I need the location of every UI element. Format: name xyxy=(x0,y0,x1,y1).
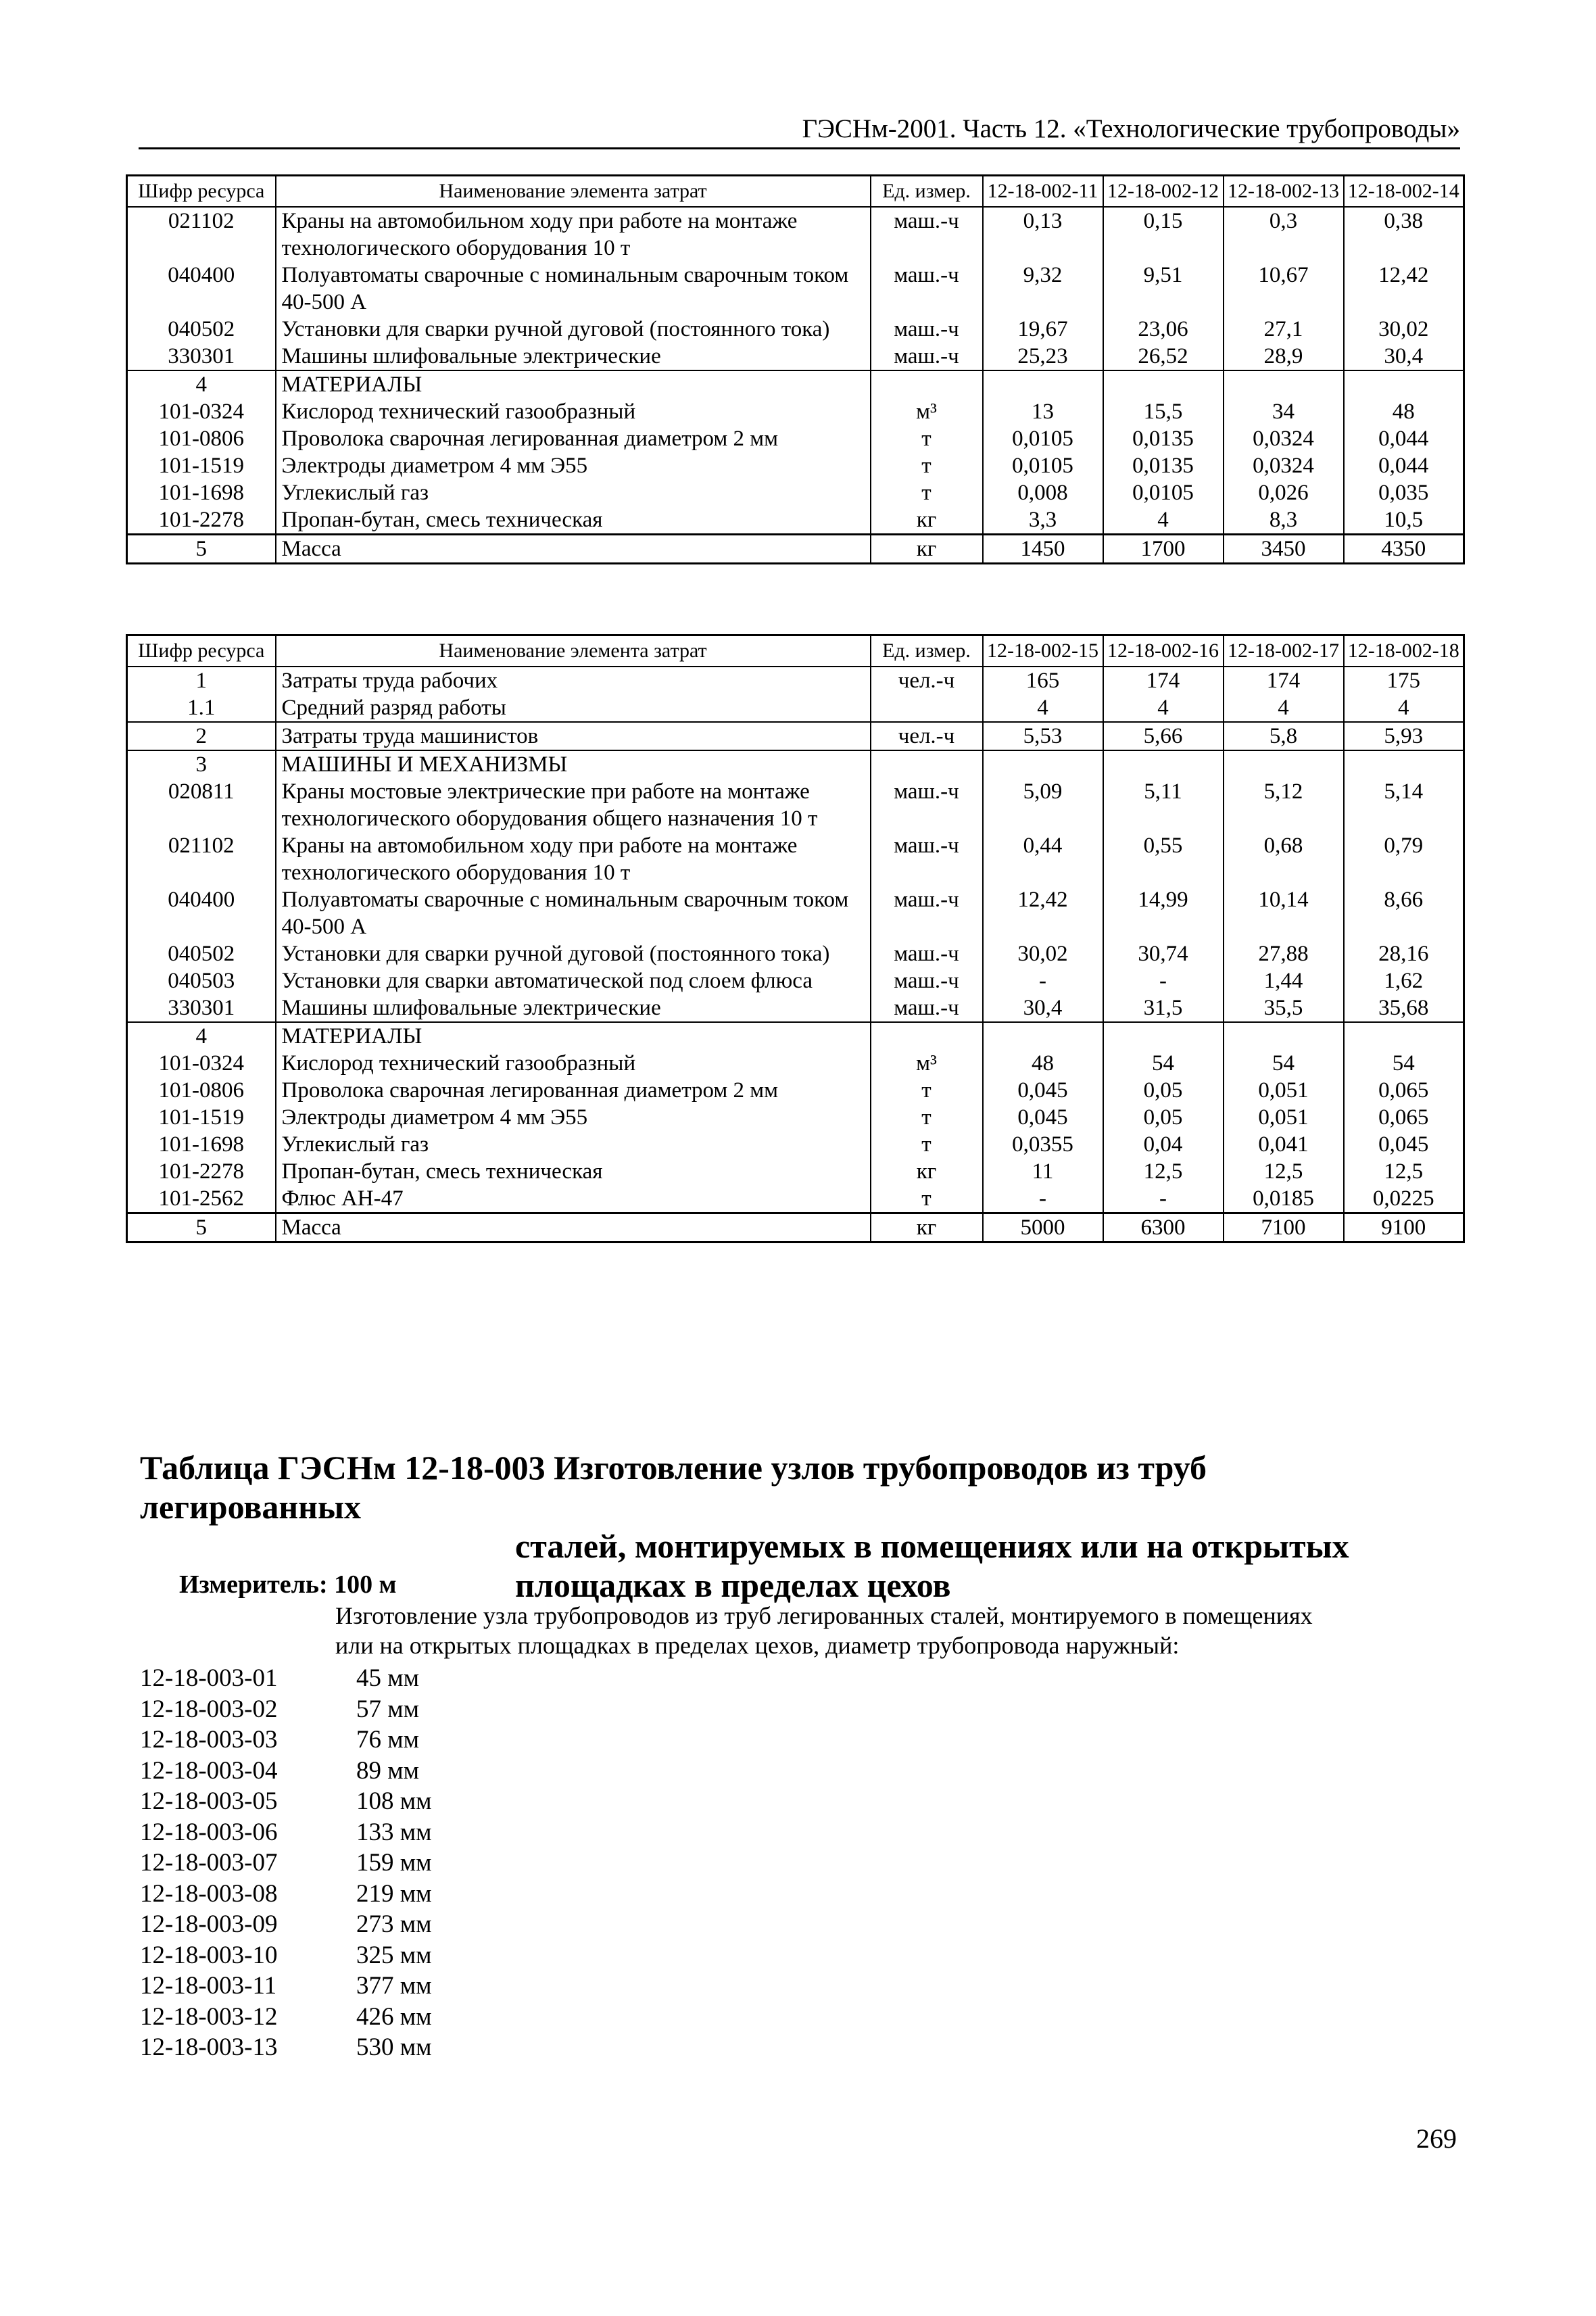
meter-label: Измеритель: 100 м xyxy=(179,1570,397,1599)
unit-cell xyxy=(871,750,983,778)
column-header: 12-18-002-18 xyxy=(1344,635,1464,667)
value-cell: 0,0324 xyxy=(1224,452,1344,479)
table-row xyxy=(127,967,1464,994)
resource-code-cell: 4 xyxy=(127,370,276,398)
pipe-diameter: 159 мм xyxy=(356,1849,432,1877)
value-cell: 4350 xyxy=(1344,535,1464,564)
column-header: 12-18-002-13 xyxy=(1224,176,1344,208)
resource-code-cell: 101-2562 xyxy=(127,1185,276,1213)
cost-element-name-cell: Машины шлифовальные электрические xyxy=(276,994,871,1022)
table-row xyxy=(127,1185,1464,1213)
column-header: 12-18-002-14 xyxy=(1344,176,1464,208)
value-cell: 10,5 xyxy=(1344,506,1464,535)
value-cell: 10,67 xyxy=(1224,262,1344,316)
value-cell: 8,66 xyxy=(1344,886,1464,940)
norm-code: 12-18-003-04 xyxy=(140,1756,278,1785)
resource-code-cell: 5 xyxy=(127,1213,276,1243)
value-cell: 31,5 xyxy=(1103,994,1224,1022)
cost-element-name-cell: Электроды диаметром 4 мм Э55 xyxy=(276,1104,871,1131)
resource-code-cell: 021102 xyxy=(127,207,276,262)
pipe-diameter: 108 мм xyxy=(356,1787,432,1815)
value-cell xyxy=(1103,370,1224,398)
value-cell: 0,3 xyxy=(1224,207,1344,262)
value-cell: 4 xyxy=(1103,506,1224,535)
unit-cell: м³ xyxy=(871,1050,983,1077)
unit-cell: кг xyxy=(871,1158,983,1185)
column-header: 12-18-002-11 xyxy=(983,176,1103,208)
code-list-item xyxy=(140,1817,432,1848)
table-row xyxy=(127,940,1464,967)
value-cell: 0,035 xyxy=(1344,479,1464,506)
value-cell: 0,04 xyxy=(1103,1131,1224,1158)
cost-element-name-cell: Проволока сварочная легированная диаметром 2 мм xyxy=(276,425,871,452)
cost-element-name-cell: Полуавтоматы сварочные с номинальным сварочным током 40-500 А xyxy=(276,262,871,316)
table-row xyxy=(127,398,1464,425)
value-cell xyxy=(983,370,1103,398)
value-cell: 30,4 xyxy=(1344,343,1464,370)
value-cell: 0,0105 xyxy=(983,425,1103,452)
unit-cell: маш.-ч xyxy=(871,994,983,1022)
value-cell: 174 xyxy=(1224,667,1344,694)
value-cell: 0,044 xyxy=(1344,425,1464,452)
code-list-item xyxy=(140,1848,432,1879)
column-header: 12-18-002-15 xyxy=(983,635,1103,667)
resource-code-cell: 101-1519 xyxy=(127,452,276,479)
value-cell: 5,53 xyxy=(983,722,1103,750)
unit-cell: маш.-ч xyxy=(871,967,983,994)
cost-element-name-cell: Масса xyxy=(276,535,871,564)
value-cell: 54 xyxy=(1103,1050,1224,1077)
table-row xyxy=(127,425,1464,452)
unit-cell: кг xyxy=(871,506,983,535)
resource-code-cell: 101-1519 xyxy=(127,1104,276,1131)
unit-cell: чел.-ч xyxy=(871,667,983,694)
cost-element-name-cell: Пропан-бутан, смесь техническая xyxy=(276,1158,871,1185)
unit-cell: маш.-ч xyxy=(871,262,983,316)
column-header: Ед. измер. xyxy=(871,176,983,208)
value-cell: 5,93 xyxy=(1344,722,1464,750)
value-cell: 0,045 xyxy=(983,1077,1103,1104)
page-header: ГЭСНм-2001. Часть 12. «Технологические трубопроводы» xyxy=(139,114,1460,149)
value-cell: 9,51 xyxy=(1103,262,1224,316)
cost-element-name-cell: Краны на автомобильном ходу при работе на монтаже технологического оборудования 10 т xyxy=(276,207,871,262)
resource-code-cell: 040502 xyxy=(127,940,276,967)
column-header: Наименование элемента затрат xyxy=(276,635,871,667)
value-cell: 0,045 xyxy=(1344,1131,1464,1158)
value-cell: 0,68 xyxy=(1224,832,1344,886)
table-row xyxy=(127,722,1464,750)
cost-element-name-cell: Полуавтоматы сварочные с номинальным сварочным током 40-500 А xyxy=(276,886,871,940)
code-list-item xyxy=(140,2032,432,2063)
value-cell: 0,041 xyxy=(1224,1131,1344,1158)
value-cell: 30,4 xyxy=(983,994,1103,1022)
unit-cell: маш.-ч xyxy=(871,832,983,886)
value-cell: 0,044 xyxy=(1344,452,1464,479)
table-row xyxy=(127,1131,1464,1158)
cost-element-name-cell: Машины шлифовальные электрические xyxy=(276,343,871,370)
column-header: Шифр ресурса xyxy=(127,635,276,667)
code-list-item xyxy=(140,1879,432,1910)
resource-code-cell: 101-1698 xyxy=(127,1131,276,1158)
table-row xyxy=(127,694,1464,722)
resource-code-cell: 021102 xyxy=(127,832,276,886)
code-list-item xyxy=(140,1663,432,1694)
value-cell: 5,09 xyxy=(983,778,1103,832)
column-header: 12-18-002-12 xyxy=(1103,176,1224,208)
value-cell: 25,23 xyxy=(983,343,1103,370)
value-cell: 5,11 xyxy=(1103,778,1224,832)
resource-code-cell: 2 xyxy=(127,722,276,750)
norm-code: 12-18-003-09 xyxy=(140,1910,278,1938)
unit-cell: маш.-ч xyxy=(871,886,983,940)
resource-code-cell: 101-0324 xyxy=(127,398,276,425)
value-cell: 35,5 xyxy=(1224,994,1344,1022)
value-cell: 12,42 xyxy=(983,886,1103,940)
value-cell: 1,44 xyxy=(1224,967,1344,994)
value-cell: 15,5 xyxy=(1103,398,1224,425)
table-row xyxy=(127,316,1464,343)
page-number: 269 xyxy=(1416,2123,1457,2154)
title-line-3: площадках в пределах цехов xyxy=(515,1566,951,1604)
resource-code-cell: 101-1698 xyxy=(127,479,276,506)
value-cell: 12,5 xyxy=(1103,1158,1224,1185)
value-cell: 0,79 xyxy=(1344,832,1464,886)
resource-code-cell: 330301 xyxy=(127,343,276,370)
value-cell: 19,67 xyxy=(983,316,1103,343)
value-cell: 35,68 xyxy=(1344,994,1464,1022)
cost-element-name-cell: Флюс АН-47 xyxy=(276,1185,871,1213)
pipe-diameter: 426 мм xyxy=(356,2002,432,2031)
value-cell: 30,02 xyxy=(983,940,1103,967)
table-row xyxy=(127,994,1464,1022)
value-cell: 5,8 xyxy=(1224,722,1344,750)
cost-element-name-cell: Пропан-бутан, смесь техническая xyxy=(276,506,871,535)
value-cell: 23,06 xyxy=(1103,316,1224,343)
unit-cell: т xyxy=(871,425,983,452)
code-list-item xyxy=(140,1786,432,1817)
norm-code: 12-18-003-01 xyxy=(140,1664,278,1692)
code-list-item xyxy=(140,1971,432,2002)
value-cell: 27,88 xyxy=(1224,940,1344,967)
pipe-diameter: 325 мм xyxy=(356,1941,432,1969)
value-cell: 0,008 xyxy=(983,479,1103,506)
resource-code-cell: 040503 xyxy=(127,967,276,994)
value-cell: 14,99 xyxy=(1103,886,1224,940)
value-cell: 0,44 xyxy=(983,832,1103,886)
table-header-row xyxy=(127,176,1464,208)
value-cell: 8,3 xyxy=(1224,506,1344,535)
cost-element-name-cell: Установки для сварки автоматической под слоем флюса xyxy=(276,967,871,994)
value-cell: 1450 xyxy=(983,535,1103,564)
norm-code: 12-18-003-07 xyxy=(140,1849,278,1877)
value-cell: 4 xyxy=(1103,694,1224,722)
unit-cell: т xyxy=(871,1077,983,1104)
value-cell xyxy=(1344,1022,1464,1050)
pipe-diameter: 273 мм xyxy=(356,1910,432,1938)
unit-cell xyxy=(871,694,983,722)
value-cell: 34 xyxy=(1224,398,1344,425)
resource-code-cell: 101-0806 xyxy=(127,425,276,452)
value-cell: 9100 xyxy=(1344,1213,1464,1243)
value-cell: 0,0105 xyxy=(983,452,1103,479)
unit-cell: маш.-ч xyxy=(871,207,983,262)
value-cell: 11 xyxy=(983,1158,1103,1185)
table-row xyxy=(127,1158,1464,1185)
norm-code: 12-18-003-08 xyxy=(140,1879,278,1908)
unit-cell: кг xyxy=(871,535,983,564)
value-cell xyxy=(1344,370,1464,398)
norms-table-1 xyxy=(126,174,1465,564)
table-row xyxy=(127,535,1464,564)
cost-element-name-cell: Установки для сварки ручной дуговой (постоянного тока) xyxy=(276,316,871,343)
unit-cell: маш.-ч xyxy=(871,343,983,370)
value-cell: 165 xyxy=(983,667,1103,694)
value-cell: 0,0135 xyxy=(1103,425,1224,452)
table-row xyxy=(127,506,1464,535)
norm-code: 12-18-003-03 xyxy=(140,1726,278,1754)
cost-element-name-cell: Краны на автомобильном ходу при работе на монтаже технологического оборудования 10 т xyxy=(276,832,871,886)
value-cell: 54 xyxy=(1344,1050,1464,1077)
value-cell xyxy=(1103,1022,1224,1050)
table-row xyxy=(127,667,1464,694)
value-cell: 1700 xyxy=(1103,535,1224,564)
resource-code-cell: 5 xyxy=(127,535,276,564)
value-cell: 5,66 xyxy=(1103,722,1224,750)
value-cell: 30,02 xyxy=(1344,316,1464,343)
value-cell: 3,3 xyxy=(983,506,1103,535)
desc-line-2: или на открытых площадках в пределах цехов, диаметр трубопровода наружный: xyxy=(335,1632,1180,1659)
value-cell xyxy=(1103,750,1224,778)
value-cell: 0,15 xyxy=(1103,207,1224,262)
value-cell: - xyxy=(983,967,1103,994)
unit-cell: маш.-ч xyxy=(871,778,983,832)
value-cell: 0,0135 xyxy=(1103,452,1224,479)
unit-cell: маш.-ч xyxy=(871,940,983,967)
value-cell: 0,38 xyxy=(1344,207,1464,262)
value-cell: 13 xyxy=(983,398,1103,425)
table-row xyxy=(127,832,1464,886)
value-cell: 54 xyxy=(1224,1050,1344,1077)
resource-code-cell: 020811 xyxy=(127,778,276,832)
value-cell: 0,065 xyxy=(1344,1104,1464,1131)
pipe-diameter: 219 мм xyxy=(356,1879,432,1908)
value-cell: 28,9 xyxy=(1224,343,1344,370)
code-list-item xyxy=(140,1694,432,1725)
cost-element-name-cell: Средний разряд работы xyxy=(276,694,871,722)
column-header: Шифр ресурса xyxy=(127,176,276,208)
norms-table-2 xyxy=(126,634,1465,1243)
pipe-diameter: 45 мм xyxy=(356,1664,420,1692)
value-cell: 175 xyxy=(1344,667,1464,694)
value-cell xyxy=(1224,1022,1344,1050)
table-row xyxy=(127,343,1464,370)
table-row xyxy=(127,1213,1464,1243)
unit-cell: т xyxy=(871,1185,983,1213)
value-cell: 0,0185 xyxy=(1224,1185,1344,1213)
table-header-row xyxy=(127,635,1464,667)
pipe-diameter: 530 мм xyxy=(356,2033,432,2061)
pipe-diameter: 377 мм xyxy=(356,1972,432,2000)
resource-code-cell: 1.1 xyxy=(127,694,276,722)
norm-code: 12-18-003-13 xyxy=(140,2033,278,2061)
unit-cell: маш.-ч xyxy=(871,316,983,343)
value-cell: 12,5 xyxy=(1344,1158,1464,1185)
unit-cell: кг xyxy=(871,1213,983,1243)
column-header: Наименование элемента затрат xyxy=(276,176,871,208)
section-description xyxy=(335,1601,1471,1660)
value-cell: 6300 xyxy=(1103,1213,1224,1243)
value-cell: 0,0225 xyxy=(1344,1185,1464,1213)
unit-cell: т xyxy=(871,479,983,506)
resource-code-cell: 101-2278 xyxy=(127,1158,276,1185)
value-cell: 12,42 xyxy=(1344,262,1464,316)
value-cell: 0,0105 xyxy=(1103,479,1224,506)
table-row xyxy=(127,452,1464,479)
cost-element-name-cell: Углекислый газ xyxy=(276,1131,871,1158)
value-cell: 9,32 xyxy=(983,262,1103,316)
value-cell: 0,051 xyxy=(1224,1104,1344,1131)
value-cell: 12,5 xyxy=(1224,1158,1344,1185)
resource-code-cell: 3 xyxy=(127,750,276,778)
resource-code-cell: 1 xyxy=(127,667,276,694)
pipe-diameter: 89 мм xyxy=(356,1756,420,1785)
unit-cell: т xyxy=(871,1131,983,1158)
norm-code: 12-18-003-06 xyxy=(140,1818,278,1846)
resource-code-cell: 101-2278 xyxy=(127,506,276,535)
norm-code: 12-18-003-05 xyxy=(140,1787,278,1815)
resource-code-cell: 330301 xyxy=(127,994,276,1022)
value-cell: - xyxy=(983,1185,1103,1213)
column-header: 12-18-002-17 xyxy=(1224,635,1344,667)
value-cell: 0,051 xyxy=(1224,1077,1344,1104)
value-cell: 1,62 xyxy=(1344,967,1464,994)
resource-code-cell: 040502 xyxy=(127,316,276,343)
cost-element-name-cell: Проволока сварочная легированная диаметром 2 мм xyxy=(276,1077,871,1104)
cost-element-name-cell: Установки для сварки ручной дуговой (постоянного тока) xyxy=(276,940,871,967)
unit-cell: т xyxy=(871,1104,983,1131)
code-list-item xyxy=(140,2002,432,2033)
cost-element-name-cell: Электроды диаметром 4 мм Э55 xyxy=(276,452,871,479)
value-cell: 0,0324 xyxy=(1224,425,1344,452)
table-row xyxy=(127,370,1464,398)
table-row xyxy=(127,479,1464,506)
value-cell: 27,1 xyxy=(1224,316,1344,343)
column-header: 12-18-002-16 xyxy=(1103,635,1224,667)
value-cell: - xyxy=(1103,1185,1224,1213)
value-cell: 0,05 xyxy=(1103,1104,1224,1131)
value-cell: 0,13 xyxy=(983,207,1103,262)
table-row xyxy=(127,778,1464,832)
title-line-2: сталей, монтируемых в помещениях или на открытых xyxy=(515,1527,1349,1565)
value-cell: 5,14 xyxy=(1344,778,1464,832)
code-list-item xyxy=(140,1756,432,1787)
value-cell xyxy=(1224,750,1344,778)
code-list-item xyxy=(140,1724,432,1756)
resource-code-cell: 101-0324 xyxy=(127,1050,276,1077)
norm-code: 12-18-003-12 xyxy=(140,2002,278,2031)
code-list-item xyxy=(140,1940,432,1971)
value-cell: 4 xyxy=(1344,694,1464,722)
value-cell: 28,16 xyxy=(1344,940,1464,967)
resource-code-cell: 040400 xyxy=(127,262,276,316)
value-cell: 5000 xyxy=(983,1213,1103,1243)
value-cell: 0,065 xyxy=(1344,1077,1464,1104)
table-row xyxy=(127,262,1464,316)
cost-element-name-cell: Углекислый газ xyxy=(276,479,871,506)
unit-cell: м³ xyxy=(871,398,983,425)
cost-element-name-cell: Масса xyxy=(276,1213,871,1243)
unit-cell: т xyxy=(871,452,983,479)
cost-element-name-cell: Кислород технический газообразный xyxy=(276,1050,871,1077)
value-cell: 0,55 xyxy=(1103,832,1224,886)
value-cell: 0,045 xyxy=(983,1104,1103,1131)
cost-element-name-cell: Затраты труда машинистов xyxy=(276,722,871,750)
value-cell: 4 xyxy=(983,694,1103,722)
value-cell xyxy=(983,1022,1103,1050)
table-row xyxy=(127,1077,1464,1104)
value-cell: 7100 xyxy=(1224,1213,1344,1243)
value-cell: 30,74 xyxy=(1103,940,1224,967)
code-list xyxy=(140,1663,432,2063)
resource-code-cell: 101-0806 xyxy=(127,1077,276,1104)
value-cell xyxy=(1224,370,1344,398)
table-row xyxy=(127,886,1464,940)
table-row xyxy=(127,1104,1464,1131)
cost-element-name-cell: МАТЕРИАЛЫ xyxy=(276,1022,871,1050)
column-header: Ед. измер. xyxy=(871,635,983,667)
value-cell: 3450 xyxy=(1224,535,1344,564)
value-cell: 10,14 xyxy=(1224,886,1344,940)
cost-element-name-cell: Затраты труда рабочих xyxy=(276,667,871,694)
table-row xyxy=(127,207,1464,262)
value-cell: 26,52 xyxy=(1103,343,1224,370)
value-cell: 174 xyxy=(1103,667,1224,694)
desc-line-1: Изготовление узла трубопроводов из труб легированных сталей, монтируемого в помещениях xyxy=(335,1602,1313,1629)
resource-code-cell: 040400 xyxy=(127,886,276,940)
title-line-1: Таблица ГЭСНм 12-18-003 Изготовление узлов трубопроводов из труб легированных xyxy=(140,1449,1207,1526)
unit-cell: чел.-ч xyxy=(871,722,983,750)
table-row xyxy=(127,1022,1464,1050)
pipe-diameter: 133 мм xyxy=(356,1818,432,1846)
table-row xyxy=(127,750,1464,778)
norm-code: 12-18-003-11 xyxy=(140,1972,277,2000)
value-cell xyxy=(983,750,1103,778)
value-cell: - xyxy=(1103,967,1224,994)
value-cell: 0,05 xyxy=(1103,1077,1224,1104)
value-cell: 0,026 xyxy=(1224,479,1344,506)
cost-element-name-cell: МАТЕРИАЛЫ xyxy=(276,370,871,398)
resource-code-cell: 4 xyxy=(127,1022,276,1050)
table-row xyxy=(127,1050,1464,1077)
cost-element-name-cell: Кислород технический газообразный xyxy=(276,398,871,425)
value-cell: 5,12 xyxy=(1224,778,1344,832)
value-cell: 48 xyxy=(1344,398,1464,425)
value-cell xyxy=(1344,750,1464,778)
norm-code: 12-18-003-10 xyxy=(140,1941,278,1969)
unit-cell xyxy=(871,1022,983,1050)
code-list-item xyxy=(140,1909,432,1940)
cost-element-name-cell: МАШИНЫ И МЕХАНИЗМЫ xyxy=(276,750,871,778)
value-cell: 48 xyxy=(983,1050,1103,1077)
cost-element-name-cell: Краны мостовые электрические при работе на монтаже технологического оборудования общего назначения 10 т xyxy=(276,778,871,832)
unit-cell xyxy=(871,370,983,398)
pipe-diameter: 76 мм xyxy=(356,1726,420,1754)
value-cell: 4 xyxy=(1224,694,1344,722)
norm-code: 12-18-003-02 xyxy=(140,1695,278,1723)
pipe-diameter: 57 мм xyxy=(356,1695,420,1723)
value-cell: 0,0355 xyxy=(983,1131,1103,1158)
